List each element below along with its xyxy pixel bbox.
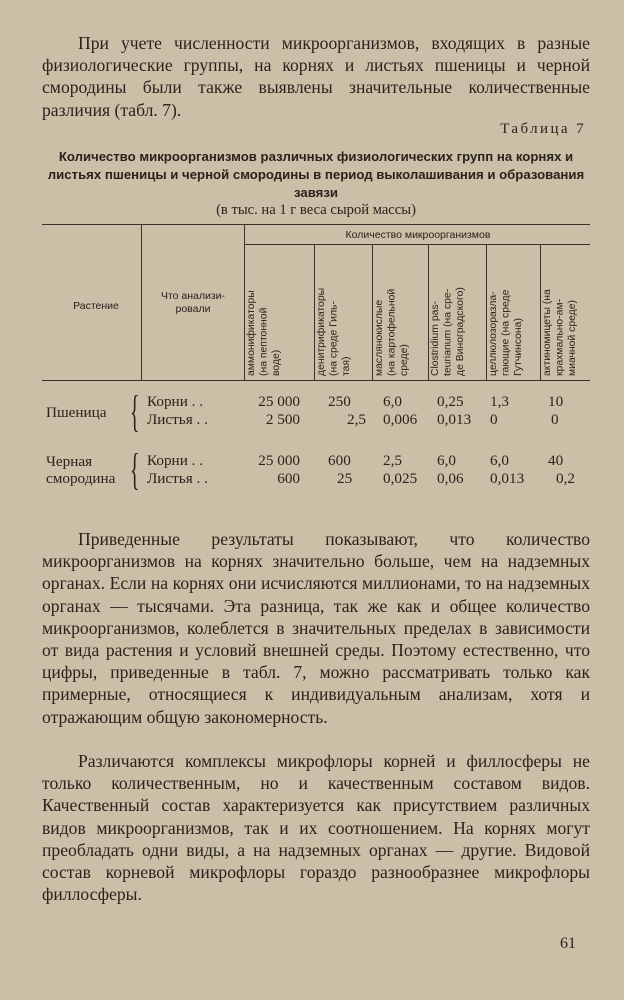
table-cell: 600 xyxy=(328,452,351,469)
row-part: Корни . . xyxy=(147,393,204,410)
table-cell: 0,2 xyxy=(556,470,575,487)
table-cell: 6,0 xyxy=(437,452,456,469)
table-head-rule xyxy=(42,380,590,381)
table-vrule xyxy=(540,244,541,380)
table-cell: 25 000 xyxy=(258,393,300,410)
table-cell: 0,013 xyxy=(437,411,472,428)
table-cell: 0,06 xyxy=(437,470,464,487)
plant-currant: смородина xyxy=(46,470,116,487)
table-cell: 40 xyxy=(548,452,564,469)
table-label: Таблица 7 xyxy=(500,121,586,137)
brace-icon: { xyxy=(130,387,140,436)
table-cell: 25 000 xyxy=(258,452,300,469)
row-part: Листья . . xyxy=(147,470,208,487)
table-vrule xyxy=(141,224,142,380)
col-head: маслянокислые (на картофельной среде) xyxy=(374,288,411,376)
head-analyzed: Что анализи- ровали xyxy=(160,290,226,315)
col-head: целлюлозоразла- гающие (на среде Гутчинсона) xyxy=(488,289,525,376)
page-number: 61 xyxy=(560,935,576,952)
table-cell: 0 xyxy=(551,411,559,428)
table-top-rule xyxy=(42,224,590,225)
table-cell: 6,0 xyxy=(383,393,402,410)
table-cell: 6,0 xyxy=(490,452,509,469)
table-cell: 0,25 xyxy=(437,393,464,410)
table-cell: 600 xyxy=(277,470,300,487)
plant-currant: Черная xyxy=(46,453,93,470)
col-head: денитрификаторы (на среде Гиль- тая) xyxy=(316,287,353,376)
table-cell: 0,025 xyxy=(383,470,418,487)
col-head: Clostridium pas- teurianum (на сре- де Виноградского) xyxy=(430,287,467,376)
paragraph-results: Приведенные результаты показывают, что количество микроорганизмов на корнях значительно больше, чем на надземных органах. Если на корнях они исчисляются миллионами, то на надземных органах — тысячами. Эта разница, так же как и общее количество микроорганизмов, колеблется в значительных пределах в зависимости от вида растения и условий внешней среды. Поэтому естественно, что цифры, приведенные в табл. 7, можно рассматривать только как примерные, относящиеся к индивидуальным анализам, хотя и отражающим общую закономерность. xyxy=(42,529,590,727)
plant-wheat: Пшеница xyxy=(46,404,107,421)
table-vrule xyxy=(372,244,373,380)
table-cell: 0,013 xyxy=(490,470,525,487)
table-vrule xyxy=(428,244,429,380)
table-caption: Количество микроорганизмов различных физиологических групп на корнях и листьях пшеницы и черной смородины в период выколашивания и образования завязи xyxy=(47,149,585,200)
table-cell: 2,5 xyxy=(383,452,402,469)
row-part: Листья . . xyxy=(147,411,208,428)
table-cell: 0,006 xyxy=(383,411,418,428)
head-group: Количество микроорганизмов xyxy=(345,229,491,241)
row-part: Корни . . xyxy=(147,452,204,469)
table-cell: 25 xyxy=(337,470,353,487)
brace-icon: { xyxy=(130,445,140,494)
col-head: аммонификаторы (на пептонной воде) xyxy=(246,290,283,376)
col-head: актиномицеты (на крахмально-ам- миачной среде) xyxy=(542,289,579,376)
head-plant: Растение xyxy=(73,300,119,312)
table-cell: 10 xyxy=(548,393,564,410)
table-cell: 250 xyxy=(328,393,351,410)
table-subcaption: (в тыс. на 1 г веса сырой массы) xyxy=(216,202,416,218)
paragraph-intro: При учете численности микроорганизмов, входящих в разные физиологические группы, на корнях и листьях пшеницы и черной смородины были также выявлены значительные количественные различия (табл. 7). xyxy=(42,33,590,120)
table-cell: 1,3 xyxy=(490,393,509,410)
table-cell: 2,5 xyxy=(347,411,366,428)
table-cell: 0 xyxy=(490,411,498,428)
paragraph-complexes: Различаются комплексы микрофлоры корней и филлосферы не только количественным, но и качественным составом видов. Качественный состав характеризуется как присутствием различных видов микроорганизмов, так и их соотношением. На корнях могут преобладать одни виды, а на надземных органах — другие. Видовой состав корневой микрофлоры гораздо разнообразнее микрофлоры филлосферы. xyxy=(42,751,590,905)
table-cell: 2 500 xyxy=(265,411,300,428)
table-vrule xyxy=(486,244,487,380)
